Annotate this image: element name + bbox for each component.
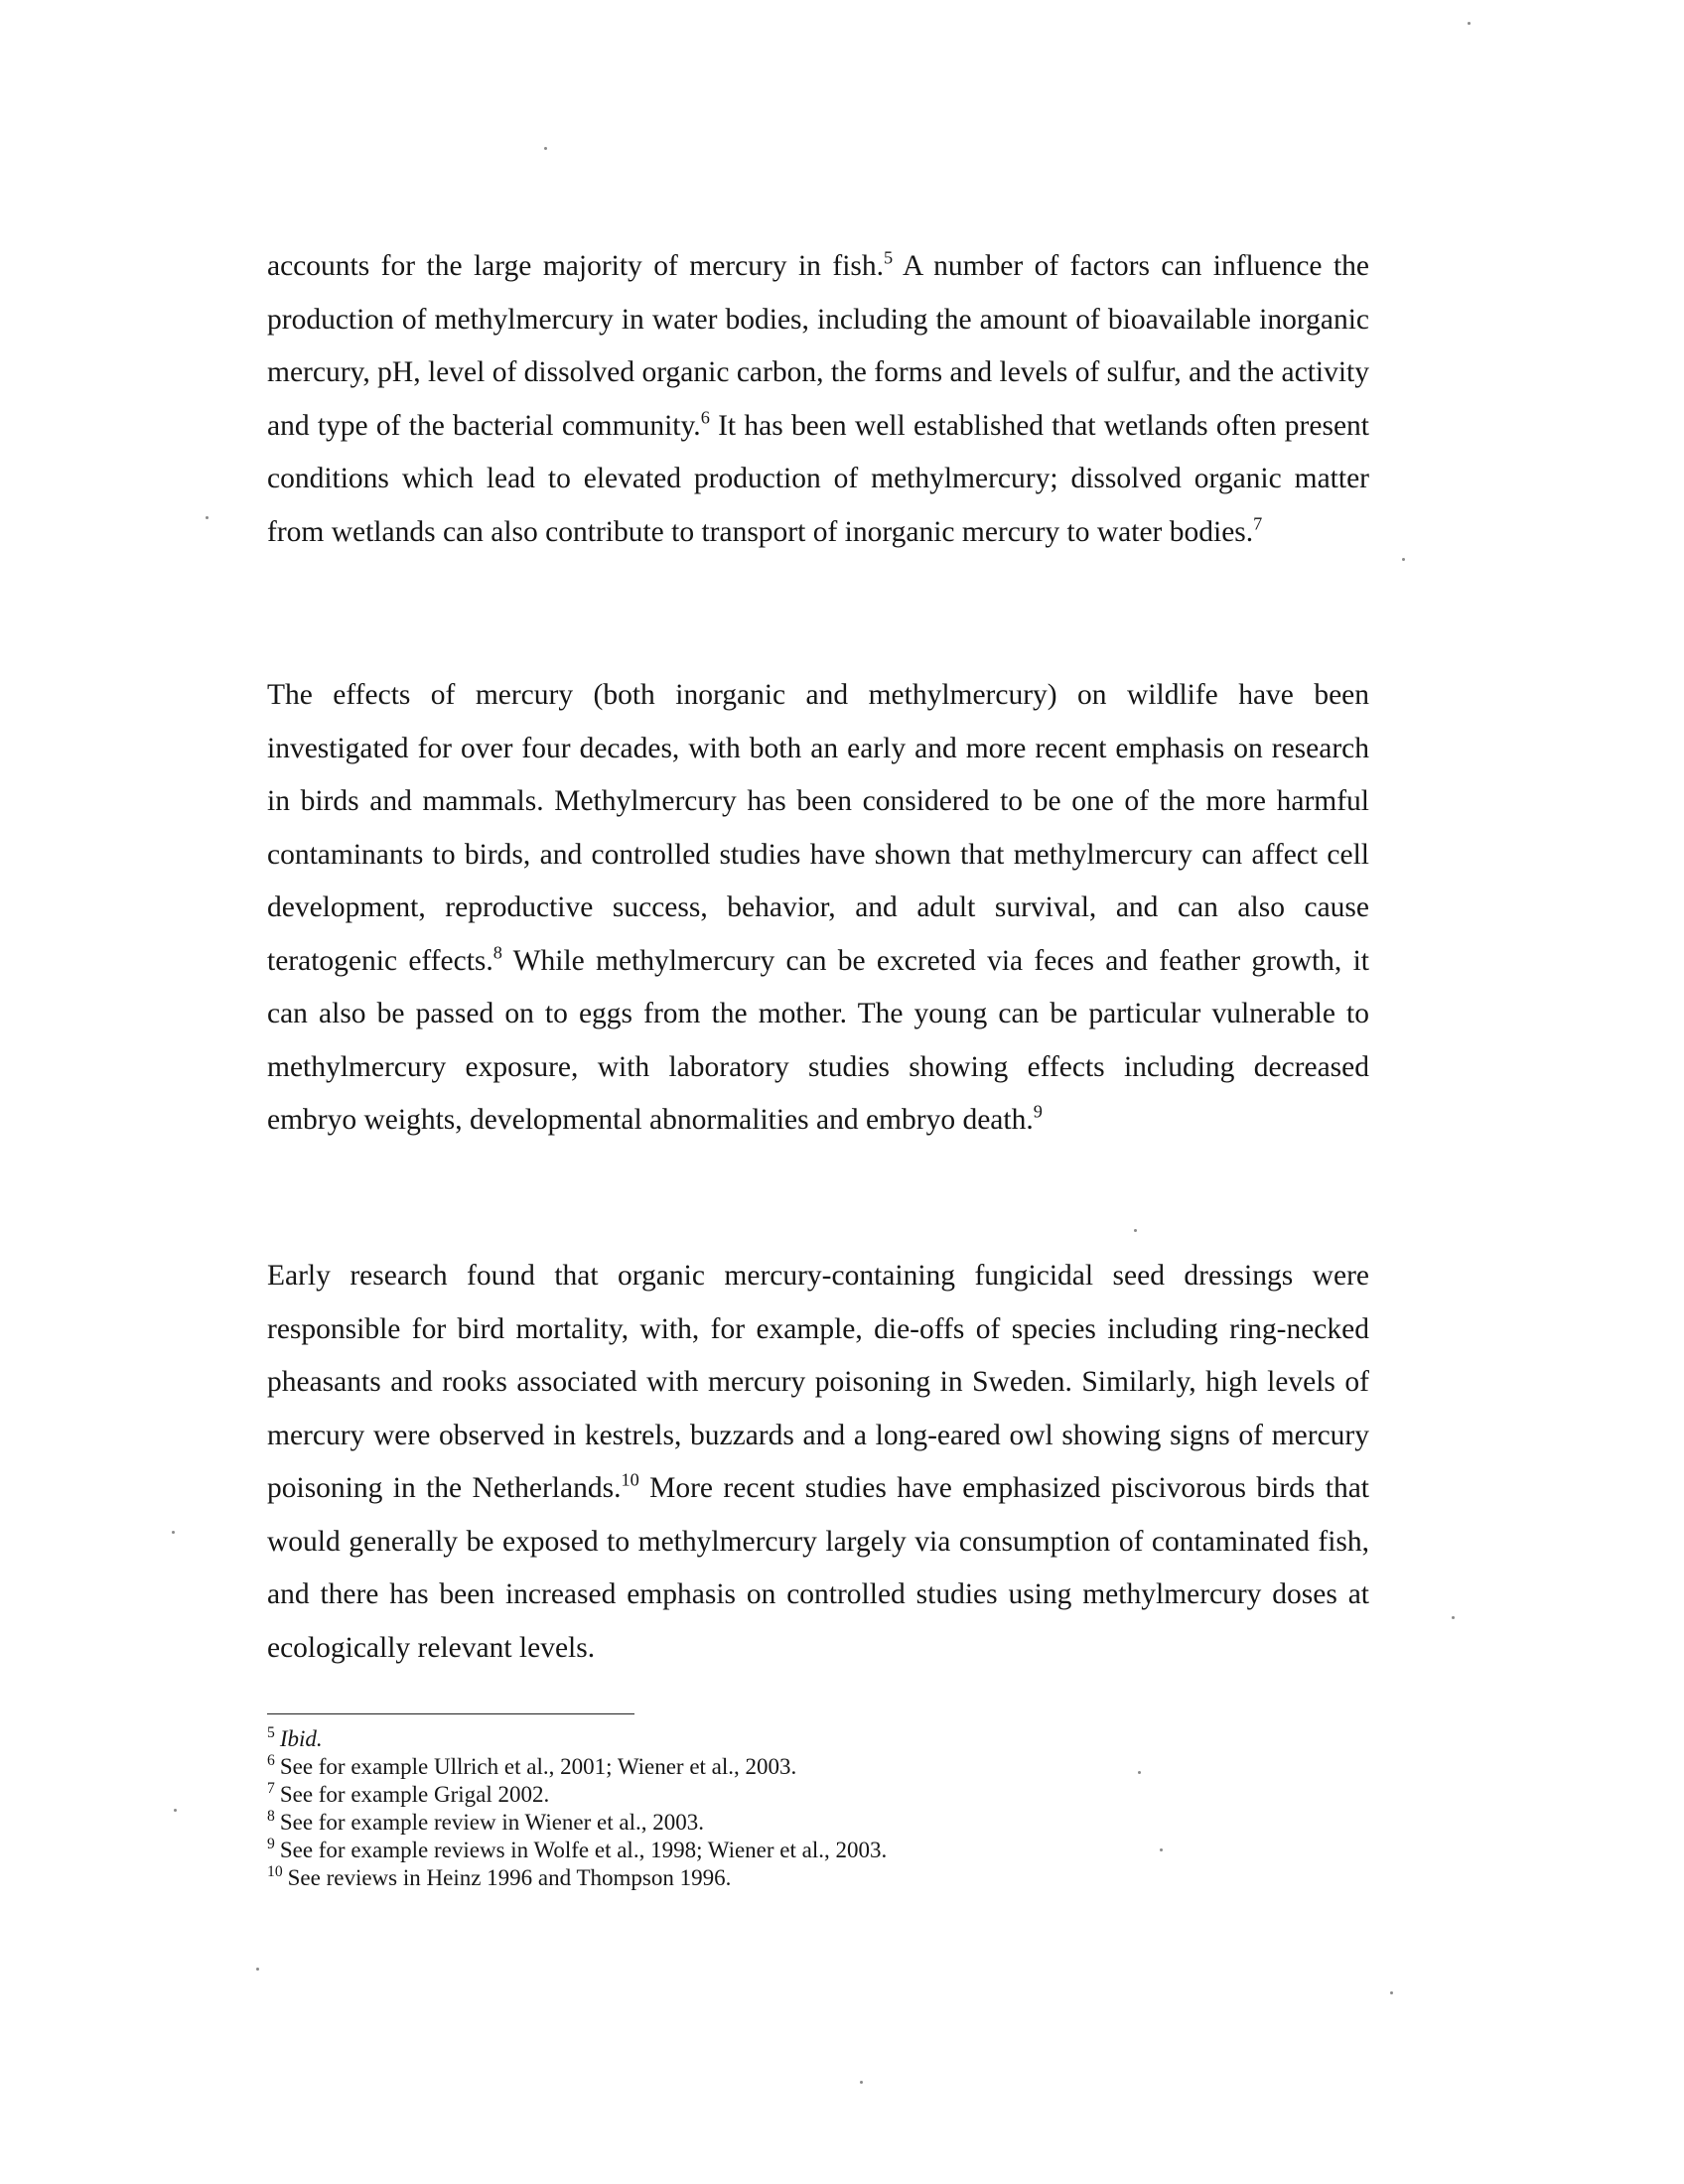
- scan-speck: [1134, 1229, 1137, 1232]
- footnote-text: Ibid.: [279, 1726, 323, 1751]
- footnote-ref: 9: [1033, 1101, 1043, 1122]
- scan-speck: [256, 1968, 259, 1971]
- scan-speck: [1468, 22, 1471, 25]
- footnote-7: [267, 1781, 1260, 1809]
- footnote-text: See reviews in Heinz 1996 and Thompson 1996.: [287, 1865, 732, 1890]
- footnote-10: [267, 1864, 1260, 1892]
- scan-speck: [1402, 558, 1405, 561]
- scan-speck: [1138, 1771, 1141, 1774]
- footnote-number: 9: [267, 1836, 275, 1853]
- footnote-text: See for example Ullrich et al., 2001; Wiener et al., 2003.: [279, 1754, 797, 1779]
- footnote-number: 10: [267, 1863, 283, 1881]
- scan-speck: [860, 2081, 863, 2084]
- footnote-number: 7: [267, 1780, 275, 1798]
- body-paragraph-2: The effects of mercury (both inorganic and methylmercury) on wildlife have been investigated for over four decades, with both an early and more recent emphasis on research in birds and mammals. Methylmercury has been considered to be one of the more harmful contaminants to birds, and controlled studies have shown that methylmercury can affect cell development, reproductive success, behavior, and adult survival, and can also cause teratogenic effects.$^8$ While methylmercury can be excreted via feces and feather growth, it can also be passed on to eggs from the mother. The young can be particular vulnerable to methylmercury exposure, with laboratory studies showing effects including decreased embryo weights, developmental abnormalities and embryo death.$^9$: [267, 679, 1369, 1136]
- footnote-ref: 5: [884, 247, 894, 268]
- footnote-8: [267, 1809, 1260, 1837]
- footnote-ref: 10: [621, 1469, 639, 1490]
- scan-speck: [206, 516, 209, 519]
- body-paragraph-3: Early research found that organic mercury-containing fungicidal seed dressings were responsible for bird mortality, with, for example, die-offs of species including ring-necked pheasants and rooks associated with mercury poisoning in Sweden. Similarly, high levels of mercury were observed in kestrels, buzzards and a long-eared owl showing signs of mercury poisoning in the Netherlands.$^{10}$ More recent studies have emphasized piscivorous birds that would generally be exposed to methylmercury largely via consumption of contaminated fish, and there has been increased emphasis on controlled studies using methylmercury doses at ecologically relevant levels.: [267, 1260, 1369, 1664]
- footnote-number: 6: [267, 1752, 275, 1770]
- footnote-ref: 6: [700, 407, 710, 428]
- scan-speck: [544, 147, 547, 150]
- footnote-number: 5: [267, 1724, 275, 1742]
- scan-speck: [1390, 1991, 1393, 1994]
- footnote-number: 8: [267, 1808, 275, 1826]
- footnote-9: [267, 1837, 1260, 1864]
- footnote-text: See for example Grigal 2002.: [279, 1782, 550, 1807]
- footnote-6: [267, 1753, 1260, 1781]
- footnote-text: See for example reviews in Wolfe et al., 1998; Wiener et al., 2003.: [279, 1838, 888, 1862]
- scan-speck: [1160, 1848, 1163, 1851]
- scan-speck: [1452, 1616, 1455, 1619]
- footnotes-list: [267, 1725, 1260, 1892]
- footnote-ref: 8: [492, 942, 502, 963]
- footnote-ref: 7: [1253, 513, 1263, 534]
- footnote-text: See for example review in Wiener et al., 2003.: [279, 1810, 704, 1835]
- scan-speck: [174, 1809, 177, 1812]
- footnote-5: [267, 1725, 1260, 1753]
- body-paragraph-1: accounts for the large majority of mercury in fish.$^5$ A number of factors can influence the production of methylmercury in water bodies, including the amount of bioavailable inorganic mercury, pH, level of dissolved organic carbon, the forms and levels of sulfur, and the activity and type of the bacterial community.$^6$ It has been well established that wetlands often present conditions which lead to elevated production of methylmercury; dissolved organic matter from wetlands can also contribute to transport of inorganic mercury to water bodies.$^7$: [267, 247, 1369, 548]
- scan-speck: [172, 1531, 175, 1534]
- footnote-separator-rule: [267, 1713, 634, 1714]
